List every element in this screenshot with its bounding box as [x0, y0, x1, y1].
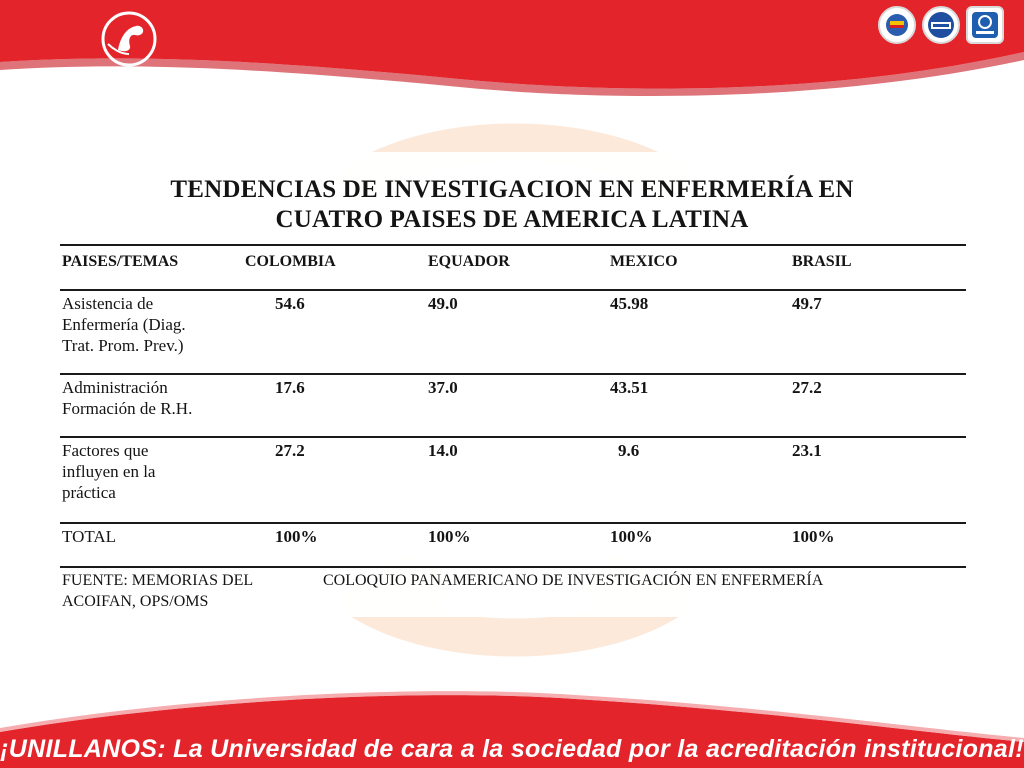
row1-colombia-value: 54.6: [275, 294, 305, 313]
row1-brasil-value: 49.7: [792, 294, 822, 313]
colombia-badge-icon: [878, 6, 916, 44]
row2-brasil-value: 27.2: [792, 378, 822, 397]
row1-topic-line3: Trat. Prom. Prev.): [62, 336, 184, 355]
total-row-label: TOTAL: [62, 527, 117, 546]
row1-mexico-value: 45.98: [610, 294, 649, 313]
total-brasil-value: 100%: [792, 527, 835, 546]
footer-slogan: ¡UNILLANOS: La Universidad de cara a la sociedad por la acreditación institucional!: [0, 735, 1024, 763]
icontec-badge-icon: [966, 6, 1004, 44]
row1-topic-line1: Asistencia de: [62, 294, 154, 313]
column-header-colombia: COLOMBIA: [245, 253, 336, 270]
row3-topic-line3: práctica: [62, 483, 116, 502]
total-mexico-value: 100%: [610, 527, 653, 546]
table-rule-row2: [60, 436, 966, 438]
row2-mexico-value: 43.51: [610, 378, 649, 397]
document-title-line2: CUATRO PAISES DE AMERICA LATINA: [275, 206, 749, 233]
row2-topic-line1: Administración: [62, 378, 168, 397]
column-header-topics: PAISES/TEMAS: [62, 253, 179, 270]
column-header-equador: EQUADOR: [428, 253, 510, 270]
row2-equador-value: 37.0: [428, 378, 458, 397]
total-equador-value: 100%: [428, 527, 471, 546]
table-rule-row1: [60, 373, 966, 375]
column-header-mexico: MEXICO: [610, 253, 678, 270]
row2-topic-line2: Formación de R.H.: [62, 399, 193, 418]
source-line1-left: FUENTE: MEMORIAS DEL: [62, 572, 254, 589]
table-rule-header: [60, 289, 966, 291]
total-colombia-value: 100%: [275, 527, 318, 546]
row3-equador-value: 14.0: [428, 441, 458, 460]
table-rule-total: [60, 566, 966, 568]
row2-colombia-value: 17.6: [275, 378, 305, 397]
certification-badges: [878, 6, 1004, 46]
document-title-line1: TENDENCIAS DE INVESTIGACION EN ENFERMERÍA EN: [170, 176, 854, 203]
source-line2: ACOIFAN, OPS/OMS: [62, 593, 209, 610]
iqnet-badge-icon: [922, 6, 960, 44]
table-rule-row3: [60, 522, 966, 524]
row1-topic-line2: Enfermería (Diag.: [62, 315, 186, 334]
table-rule-top: [60, 244, 966, 246]
row3-brasil-value: 23.1: [792, 441, 822, 460]
row3-colombia-value: 27.2: [275, 441, 305, 460]
row3-topic-line1: Factores que: [62, 441, 149, 460]
row3-mexico-value: 9.6: [618, 441, 640, 460]
row1-equador-value: 49.0: [428, 294, 458, 313]
unillanos-logo: [100, 10, 158, 68]
column-header-brasil: BRASIL: [792, 253, 852, 270]
row3-topic-line2: influyen en la: [62, 462, 156, 481]
source-line1-right: COLOQUIO PANAMERICANO DE INVESTIGACIÓN EN ENFERMERÍA: [323, 572, 824, 589]
